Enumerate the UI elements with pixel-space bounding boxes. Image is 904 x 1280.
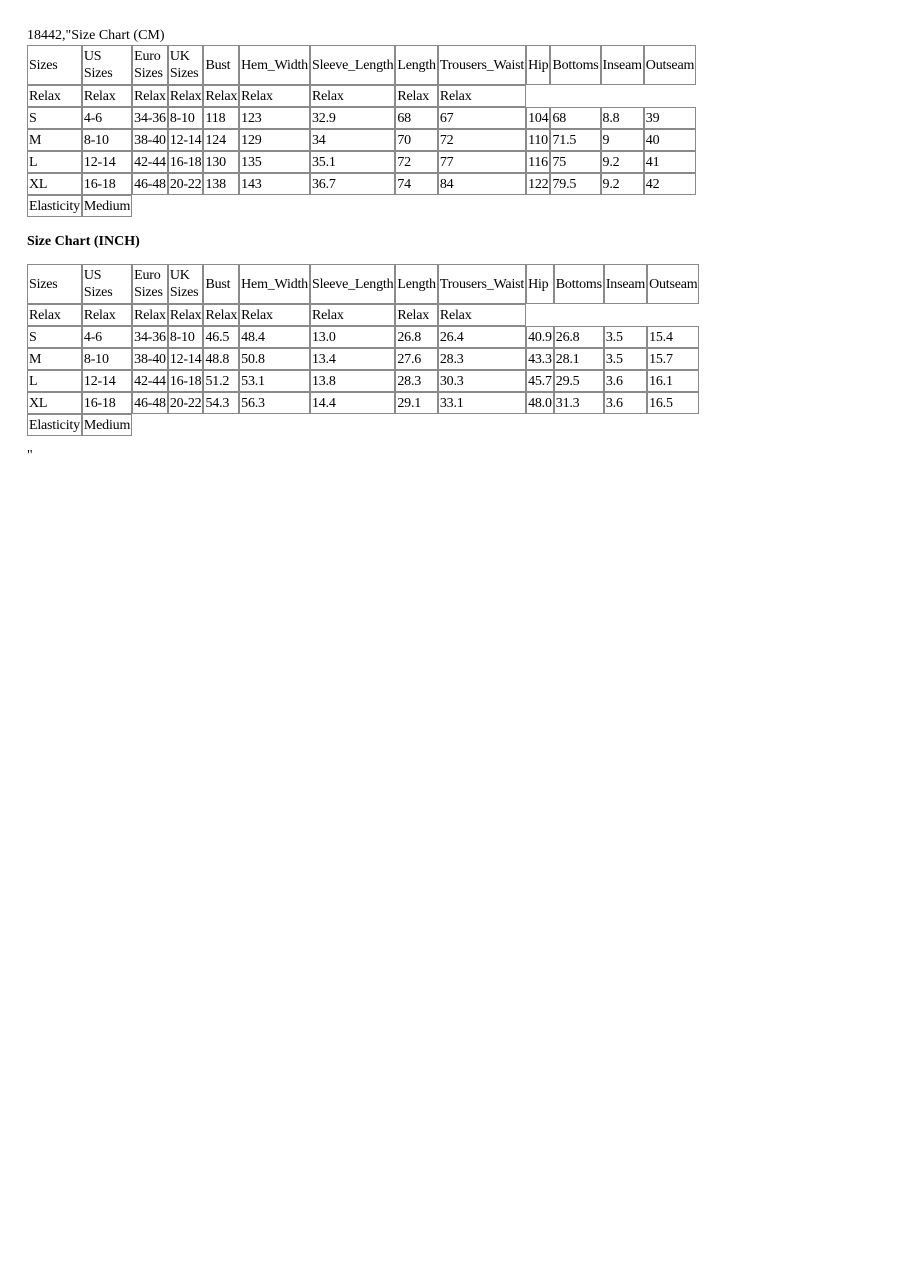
table-cell: 42 xyxy=(644,173,696,195)
table-cell: 34-36 xyxy=(132,107,168,129)
column-header: Hip xyxy=(526,264,554,304)
fit-cell: Relax xyxy=(27,85,82,107)
table-cell: 35.1 xyxy=(310,151,395,173)
empty-cell xyxy=(438,414,526,436)
table-cell: 28.3 xyxy=(438,348,526,370)
table-cell: 46.5 xyxy=(203,326,239,348)
table-cell: 4-6 xyxy=(82,326,132,348)
fit-cell: Relax xyxy=(82,304,132,326)
empty-cell xyxy=(601,195,644,217)
table-cell: 116 xyxy=(526,151,550,173)
table-cell: 26.8 xyxy=(554,326,604,348)
table-cell: 72 xyxy=(438,129,526,151)
empty-cell xyxy=(168,195,204,217)
column-header: Hip xyxy=(526,45,550,85)
fit-cell: Relax xyxy=(132,304,168,326)
table-cell: XL xyxy=(27,173,82,195)
table-cell: M xyxy=(27,129,82,151)
column-header: Trousers_Waist xyxy=(438,45,526,85)
empty-cell xyxy=(526,195,550,217)
column-header: Inseam xyxy=(604,264,647,304)
empty-cell xyxy=(239,195,310,217)
table-cell: 29.5 xyxy=(554,370,604,392)
table-cell: 50.8 xyxy=(239,348,310,370)
empty-cell xyxy=(604,414,647,436)
elasticity-row xyxy=(27,414,699,436)
table-cell: 68 xyxy=(550,107,600,129)
table-cell: 138 xyxy=(203,173,239,195)
column-header: UK Sizes xyxy=(168,264,204,304)
table-cell: 77 xyxy=(438,151,526,173)
fit-row xyxy=(27,85,696,107)
table-cell: 74 xyxy=(395,173,437,195)
fit-cell: Relax xyxy=(132,85,168,107)
column-header: Sizes xyxy=(27,45,82,85)
table-cell: 48.0 xyxy=(526,392,554,414)
empty-cell xyxy=(644,195,696,217)
fit-cell: Relax xyxy=(310,85,395,107)
empty-cell xyxy=(554,414,604,436)
table-row xyxy=(27,370,699,392)
empty-cell xyxy=(526,304,554,326)
table-cell: 39 xyxy=(644,107,696,129)
table-cell: M xyxy=(27,348,82,370)
fit-cell: Relax xyxy=(395,85,437,107)
table-cell: 54.3 xyxy=(203,392,239,414)
size-chart-cm-table xyxy=(27,45,696,217)
empty-cell xyxy=(550,195,600,217)
table-cell: 9 xyxy=(601,129,644,151)
table-cell: 26.8 xyxy=(395,326,437,348)
table-cell: 15.4 xyxy=(647,326,699,348)
empty-cell xyxy=(239,414,310,436)
column-header: Euro Sizes xyxy=(132,45,168,85)
table-cell: 28.1 xyxy=(554,348,604,370)
fit-row xyxy=(27,304,699,326)
table-cell: 31.3 xyxy=(554,392,604,414)
empty-cell xyxy=(526,85,550,107)
elasticity-value: Medium xyxy=(82,414,132,436)
elasticity-label: Elasticity xyxy=(27,414,82,436)
fit-cell: Relax xyxy=(168,85,204,107)
table-cell: 9.2 xyxy=(601,151,644,173)
column-header: Sleeve_Length xyxy=(310,45,395,85)
table-cell: 104 xyxy=(526,107,550,129)
column-header: Sleeve_Length xyxy=(310,264,395,304)
table-cell: 16-18 xyxy=(82,173,132,195)
table-row xyxy=(27,151,696,173)
empty-cell xyxy=(203,195,239,217)
empty-cell xyxy=(647,304,699,326)
fit-cell: Relax xyxy=(82,85,132,107)
table-cell: 3.6 xyxy=(604,370,647,392)
empty-cell xyxy=(526,414,554,436)
empty-cell xyxy=(310,414,395,436)
table-cell: 14.4 xyxy=(310,392,395,414)
table-cell: 3.6 xyxy=(604,392,647,414)
table-cell: 8-10 xyxy=(82,348,132,370)
table-cell: 3.5 xyxy=(604,326,647,348)
table-cell: 33.1 xyxy=(438,392,526,414)
table-cell: 72 xyxy=(395,151,437,173)
table-cell: 28.3 xyxy=(395,370,437,392)
empty-cell xyxy=(647,414,699,436)
elasticity-row xyxy=(27,195,696,217)
table-cell: 130 xyxy=(203,151,239,173)
empty-cell xyxy=(395,195,437,217)
table-cell: 20-22 xyxy=(168,173,204,195)
table-cell: 75 xyxy=(550,151,600,173)
table-cell: 26.4 xyxy=(438,326,526,348)
table-cell: 45.7 xyxy=(526,370,554,392)
table-cell: 40.9 xyxy=(526,326,554,348)
table-cell: 36.7 xyxy=(310,173,395,195)
column-header: Length xyxy=(395,264,437,304)
table-cell: 27.6 xyxy=(395,348,437,370)
table-cell: 53.1 xyxy=(239,370,310,392)
table-cell: 123 xyxy=(239,107,310,129)
column-header: US Sizes xyxy=(82,45,132,85)
table-cell: 9.2 xyxy=(601,173,644,195)
table-cell: 71.5 xyxy=(550,129,600,151)
table-cell: 30.3 xyxy=(438,370,526,392)
table-row xyxy=(27,392,699,414)
fit-cell: Relax xyxy=(438,85,526,107)
elasticity-value: Medium xyxy=(82,195,132,217)
column-header: Euro Sizes xyxy=(132,264,168,304)
fit-cell: Relax xyxy=(203,85,239,107)
table-cell: 12-14 xyxy=(168,348,204,370)
empty-cell xyxy=(132,414,168,436)
table-cell: S xyxy=(27,326,82,348)
table-cell: 143 xyxy=(239,173,310,195)
table-cell: 29.1 xyxy=(395,392,437,414)
table-cell: XL xyxy=(27,392,82,414)
table-cell: 79.5 xyxy=(550,173,600,195)
column-header: Sizes xyxy=(27,264,82,304)
table-cell: 48.4 xyxy=(239,326,310,348)
column-header: UK Sizes xyxy=(168,45,204,85)
elasticity-label: Elasticity xyxy=(27,195,82,217)
record-trailer: " xyxy=(27,448,33,463)
table-cell: 8-10 xyxy=(168,326,204,348)
column-header: Inseam xyxy=(601,45,644,85)
inch-chart-title: Size Chart (INCH) xyxy=(27,234,140,249)
table-cell: 38-40 xyxy=(132,129,168,151)
table-cell: 8-10 xyxy=(82,129,132,151)
empty-cell xyxy=(550,85,600,107)
table-cell: 46-48 xyxy=(132,392,168,414)
fit-cell: Relax xyxy=(438,304,526,326)
empty-cell xyxy=(554,304,604,326)
column-header: Outseam xyxy=(647,264,699,304)
table-cell: 118 xyxy=(203,107,239,129)
table-cell: 43.3 xyxy=(526,348,554,370)
table-row xyxy=(27,173,696,195)
column-header: US Sizes xyxy=(82,264,132,304)
header-row xyxy=(27,45,696,85)
empty-cell xyxy=(132,195,168,217)
table-row xyxy=(27,348,699,370)
table-row xyxy=(27,107,696,129)
fit-cell: Relax xyxy=(310,304,395,326)
table-cell: 48.8 xyxy=(203,348,239,370)
table-cell: 16-18 xyxy=(168,370,204,392)
table-cell: 41 xyxy=(644,151,696,173)
table-cell: 32.9 xyxy=(310,107,395,129)
fit-cell: Relax xyxy=(168,304,204,326)
fit-cell: Relax xyxy=(27,304,82,326)
empty-cell xyxy=(601,85,644,107)
table-cell: 46-48 xyxy=(132,173,168,195)
fit-cell: Relax xyxy=(203,304,239,326)
record-prefix: 18442,"Size Chart (CM) xyxy=(27,28,165,43)
column-header: Bottoms xyxy=(554,264,604,304)
table-cell: L xyxy=(27,151,82,173)
table-cell: 8.8 xyxy=(601,107,644,129)
table-cell: 42-44 xyxy=(132,151,168,173)
table-cell: 12-14 xyxy=(82,370,132,392)
table-cell: 42-44 xyxy=(132,370,168,392)
table-cell: S xyxy=(27,107,82,129)
table-cell: 16.5 xyxy=(647,392,699,414)
table-cell: 16-18 xyxy=(82,392,132,414)
table-cell: 67 xyxy=(438,107,526,129)
table-cell: 34-36 xyxy=(132,326,168,348)
column-header: Bottoms xyxy=(550,45,600,85)
table-cell: 68 xyxy=(395,107,437,129)
table-cell: 8-10 xyxy=(168,107,204,129)
fit-cell: Relax xyxy=(239,85,310,107)
empty-cell xyxy=(604,304,647,326)
table-cell: 84 xyxy=(438,173,526,195)
column-header: Outseam xyxy=(644,45,696,85)
table-cell: 51.2 xyxy=(203,370,239,392)
fit-cell: Relax xyxy=(395,304,437,326)
size-chart-inch-table xyxy=(27,264,699,436)
empty-cell xyxy=(310,195,395,217)
table-cell: 20-22 xyxy=(168,392,204,414)
empty-cell xyxy=(438,195,526,217)
column-header: Bust xyxy=(203,264,239,304)
column-header: Trousers_Waist xyxy=(438,264,526,304)
column-header: Bust xyxy=(203,45,239,85)
table-row xyxy=(27,129,696,151)
table-cell: 13.8 xyxy=(310,370,395,392)
table-cell: 40 xyxy=(644,129,696,151)
table-cell: 122 xyxy=(526,173,550,195)
empty-cell xyxy=(644,85,696,107)
table-cell: L xyxy=(27,370,82,392)
table-cell: 70 xyxy=(395,129,437,151)
table-cell: 15.7 xyxy=(647,348,699,370)
table-cell: 4-6 xyxy=(82,107,132,129)
table-cell: 3.5 xyxy=(604,348,647,370)
fit-cell: Relax xyxy=(239,304,310,326)
table-cell: 135 xyxy=(239,151,310,173)
table-cell: 16.1 xyxy=(647,370,699,392)
header-row xyxy=(27,264,699,304)
column-header: Hem_Width xyxy=(239,264,310,304)
column-header: Hem_Width xyxy=(239,45,310,85)
table-cell: 13.4 xyxy=(310,348,395,370)
column-header: Length xyxy=(395,45,437,85)
table-cell: 124 xyxy=(203,129,239,151)
table-row xyxy=(27,326,699,348)
table-cell: 129 xyxy=(239,129,310,151)
document-page xyxy=(27,28,698,463)
table-cell: 12-14 xyxy=(82,151,132,173)
table-cell: 34 xyxy=(310,129,395,151)
table-cell: 13.0 xyxy=(310,326,395,348)
table-cell: 12-14 xyxy=(168,129,204,151)
table-cell: 38-40 xyxy=(132,348,168,370)
empty-cell xyxy=(168,414,204,436)
empty-cell xyxy=(203,414,239,436)
table-cell: 16-18 xyxy=(168,151,204,173)
empty-cell xyxy=(395,414,437,436)
table-cell: 110 xyxy=(526,129,550,151)
table-cell: 56.3 xyxy=(239,392,310,414)
